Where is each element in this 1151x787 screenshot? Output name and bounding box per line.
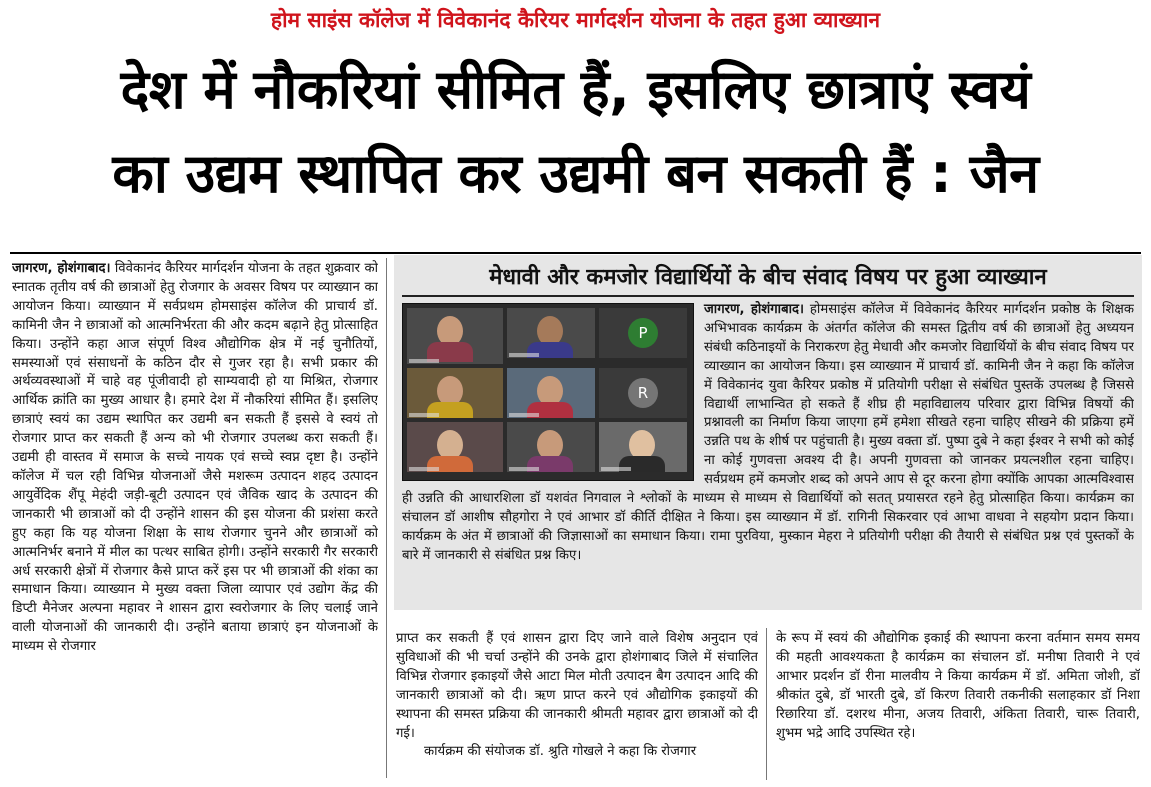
participant-tile [407,422,503,472]
column-divider-1 [386,258,387,778]
column-2-text: प्राप्त कर सकती हैं एवं शासन द्वारा दिए जाने वाले विशेष अनुदान एवं सुविधाओं की भी चर्चा उन्होंने की उनके द्वारा होशंगाबाद जिले में संचालित विभिन्न रोजगार इकाइयों जैसे आटा मिल मोती उत्पादन बैग उत्पादन आदि की जानकारी छात्राओं को दी। ऋण प्राप्त करने एवं औद्योगिक इकाइयों की स्थापना की समस्त प्रक्रिया की जानकारी श्रीमती महावर द्वारा छात्राओं को दी गई। [396,631,758,741]
participant-tile [599,308,687,358]
main-body-text: विवेकानंद कैरियर मार्गदर्शन योजना के तहत शुक्रवार को स्नातक तृतीय वर्ष की छात्राओं हेतु रोजगार के अवसर विषय पर व्याख्यान का आयोजन किया। व्याख्यान में सर्वप्रथम होमसाइंस कॉलेज की प्राचार्य डॉ. कामिनी जैन ने छात्राओं को आत्मनिर्भरता की और कदम बढ़ाने हेतु प्रोत्साहित किया। उन्होंने कहा आज संपूर्ण विश्व औद्योगिक क्षेत्र में नई चुनौतियों, समस्याओं एवं संसाधनों के कठिन दौर से गुजर रहा है। सभी प्रकार की अर्थव्यवस्थाओं में चाहे वह पूंजीवादी हो साम्यवादी हो या मिश्रित, रोजगार आर्थिक क्रांति का मुख्य आधार है। हमारे देश में नौकरियां सीमित हैं। इसलिए छात्राएं स्वयं का उद्यम स्थापित कर उद्यमी बन सकती हैं इससे वे स्वयं तो रोजगार प्राप्त कर सकती हैं अन्य को भी रोजगार उपलब्ध करा सकती हैं। उद्यमी ही वास्तव में समाज के सच्चे नायक एवं सच्चे स्वप्न दृष्टा है। उन्होंने कॉलेज में चल रही विभिन्न योजनाओं जैसे मशरूम उत्पादन शहद उत्पादन आयुर्वेदिक शैंपू मेहंदी जड़ी-बूटी उत्पादन एवं जैविक खाद के उत्पादन की जानकारी भी छात्राओं को दी उन्होंने शासन की इस योजना की प्रशंसा करते हुए कहा कि यह योजना शिक्षा के साथ रोजगार चुनने और छात्राओं को आत्मनिर्भर बनाने में मील का पत्थर साबित होगी। उन्होंने सरकारी गैर सरकारी अर्ध सरकारी क्षेत्रों में रोजगार कैसे प्राप्त करें इस पर भी छात्राओं की शंका का समाधान किया। व्याख्यान मे मुख्य वक्ता जिला व्यापार एवं उद्योग केंद्र की डिप्टी मैनेजर अल्पना महावर ने शासन द्वारा स्वरोजगार के लिए चलाई जाने वाली योजनाओं की जानकारी दी। उन्होंने बताया छात्राएं इन योजनाओं के माध्यम से रोजगार [12,261,378,655]
kicker-headline: होम साइंस कॉलेज में विवेकानंद कैरियर मार्गदर्शन योजना के तहत हुआ व्याख्यान [270,8,881,32]
main-article-column-1 [12,260,378,780]
column-divider-2 [766,628,767,780]
inset-dateline: जागरण, होशंगाबाद। [704,302,805,317]
video-meeting-photo [402,303,694,481]
inset-article-box [394,255,1142,610]
main-headline [8,48,1143,216]
participant-tile [407,368,503,418]
main-article-column-3 [776,630,1140,780]
inset-body [402,301,1134,606]
participant-tile [507,308,595,358]
main-dateline: जागरण, होशंगाबाद। [12,261,111,276]
headline-divider [10,252,1141,254]
participant-tile [507,368,595,418]
participant-tile [599,368,687,418]
inset-body-text: होमसाइंस कॉलेज में विवेकानंद कैरियर मार्गदर्शन प्रकोष्ठ के शिक्षक अभिभावक कार्यक्रम के अंतर्गत कॉलेज की समस्त द्वितीय वर्ष की छात्राओं हेतु अध्ययन संबंधी कठिनाइयों के निराकरण हेतु मेधावी और कमजोर विद्यार्थियों के बीच संवाद विषय पर व्याख्यान का आयोजन किया। इस व्याख्यान में प्राचार्य डॉ. कामिनी जैन ने कहा कि कॉलेज में विवेकानंद युवा कैरियर प्रकोष्ठ में प्रतियोगी परीक्षा से संबंधित पुस्तकें उपलब्ध है जिससे विद्यार्थी लाभान्वित हो सकते हैं शीघ्र ही महाविद्यालय परिवार द्वारा विभिन्न विषयों की प्रश्नावली का निर्माण किया जाएगा हमें हमेशा सीखते रहना चाहिए सीखने की प्रक्रिया हमें उन्नति पथ के शीर्ष पर पहुंचाती है। मुख्य वक्ता डॉ. पुष्पा दुबे ने कहा ईश्वर ने सभी को कोई ना कोई गुणवत्ता अवश्य दी है। अपनी गुणवत्ता को जानकर प्रयत्नशील रहना चाहिए। सर्वप्रथम हमें कमजोर शब्द को अपने आप से दूर करना होगा क्योंकि आपका आत्मविश्वास ही उन्नति की आधारशिला डॉ यशवंत निगवाल ने श्लोकों के माध्यम से माध्यम से विद्यार्थियों को सतत् प्रयासरत रहने हेतु प्रोत्साहित किया। कार्यक्रम का संचालन डॉ आशीष सौहगोरा ने एवं आभार डॉ कीर्ति दीक्षित ने किया। इस व्याख्यान में डॉ. रागिनी सिकरवार एवं आभा वाधवा ने सहयोग प्रदान किया। कार्यक्रम के अंत में छात्राओं की जिज्ञासाओं का समाधान किया। रामा पुरविया, मुस्कान मेहरा ने प्रतियोगी परीक्षा की तैयारी से संबंधित प्रश्न एवं पुस्तकों के बारे में जानकारी से संबंधित प्रश्न किए। [402,302,1134,563]
headline-line-1: देश में नौकरियां सीमित हैं, इसलिए छात्राएं स्वयं [120,58,1031,121]
main-article-column-2 [396,630,758,780]
participant-tile [599,422,687,472]
column-3-text: के रूप में स्वयं की औद्योगिक इकाई की स्थापना करना वर्तमान समय समय की महती आवश्यकता है कार्यक्रम का संचालन डॉ. मनीषा तिवारी ने एवं आभार प्रदर्शन डॉ रीना मालवीय ने किया कार्यक्रम में डॉ. अमिता जोशी, डॉ श्रीकांत दुबे, डॉ भारती दुबे, डॉ किरण तिवारी तकनीकी सलाहकार डॉ निशा रिछारिया डॉ. दशरथ मीना, अजय तिवारी, अंकिता तिवारी, चारू तिवारी, शुभम भद्रे आदि उपस्थित रहे। [776,631,1140,741]
column-2-tail-text: कार्यक्रम की संयोजक डॉ. श्रुति गोखले ने कहा कि रोजगार [424,744,697,760]
headline-line-2: का उद्यम स्थापित कर उद्यमी बन सकती हैं : जैन [112,142,1039,205]
participant-avatar-r: R [628,378,658,408]
inset-title: मेधावी और कमजोर विद्यार्थियों के बीच संवाद विषय पर हुआ व्याख्यान [489,265,1047,290]
inset-divider [402,295,1134,297]
participant-tile [407,308,503,364]
participant-avatar-p: P [628,318,658,348]
participant-tile [507,422,595,472]
